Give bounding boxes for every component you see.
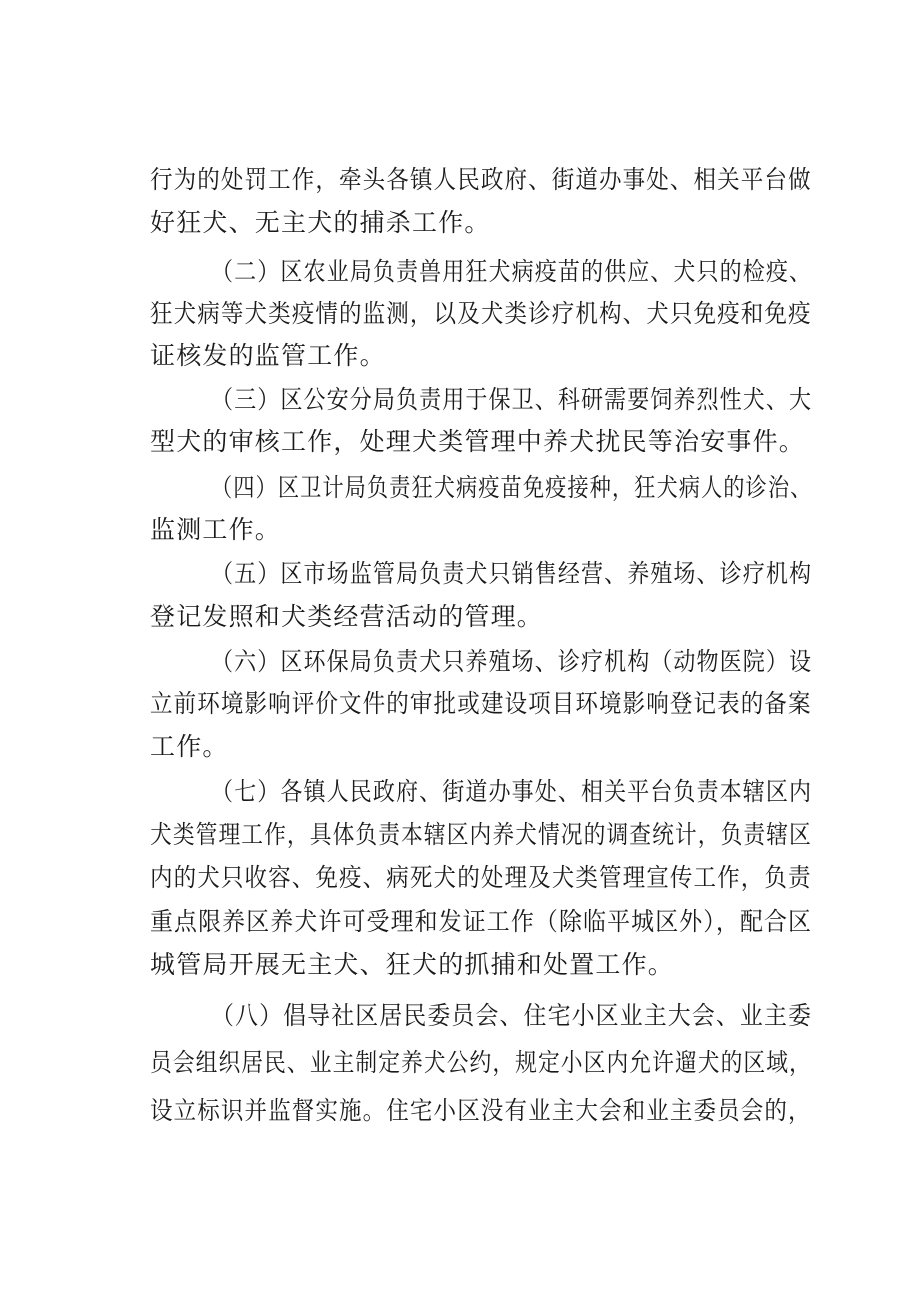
text-line-10: （五）区市场监管局负责犬只销售经营、养殖场、诊疗机构 — [211, 559, 813, 588]
text-line-15: （七）各镇人民政府、街道办事处、相关平台负责本辖区内 — [211, 777, 813, 806]
text-line-17: 内的犬只收容、免疫、病死犬的处理及犬类管理宣传工作，负责 — [150, 863, 812, 892]
text-line-1: 行为的处罚工作，牵头各镇人民政府、街道办事处、相关平台做 — [150, 165, 812, 194]
text-line-8: （四）区卫计局负责狂犬病疫苗免疫接种，狂犬病人的诊治、 — [211, 473, 813, 502]
text-line-21: 员会组织居民、业主制定养犬公约，规定小区内允许遛犬的区域， — [150, 1048, 812, 1077]
text-line-16: 犬类管理工作，具体负责本辖区内养犬情况的调查统计，负责辖区 — [150, 820, 812, 849]
text-line-13: 立前环境影响评价文件的审批或建设项目环境影响登记表的备案 — [150, 689, 812, 718]
text-line-19: 城管局开展无主犬、狂犬的抓捕和处置工作。 — [150, 950, 675, 979]
text-line-3: （二）区农业局负责兽用狂犬病疫苗的供应、犬只的检疫、 — [211, 257, 813, 286]
text-line-7: 型犬的审核工作，处理犬类管理中养犬扰民等治安事件。 — [150, 427, 806, 456]
text-line-5: 证核发的监管工作。 — [150, 341, 386, 370]
text-line-22: 设立标识并监督实施。住宅小区没有业主大会和业主委员会的， — [150, 1096, 812, 1125]
text-line-12: （六）区环保局负责犬只养殖场、诊疗机构（动物医院）设 — [211, 647, 813, 676]
text-line-20: （八）倡导社区居民委员会、住宅小区业主大会、业主委 — [211, 1001, 813, 1030]
text-line-4: 狂犬病等犬类疫情的监测，以及犬类诊疗机构、犬只免疫和免疫 — [150, 299, 812, 328]
text-line-18: 重点限养区养犬许可受理和发证工作（除临平城区外），配合区 — [150, 907, 813, 936]
text-line-6: （三）区公安分局负责用于保卫、科研需要饲养烈性犬、大 — [211, 385, 813, 414]
text-line-14: 工作。 — [150, 732, 229, 761]
text-line-9: 监测工作。 — [150, 515, 282, 544]
text-line-2: 好狂犬、无主犬的捕杀工作。 — [150, 208, 491, 237]
text-line-11: 登记发照和犬类经营活动的管理。 — [150, 602, 544, 631]
